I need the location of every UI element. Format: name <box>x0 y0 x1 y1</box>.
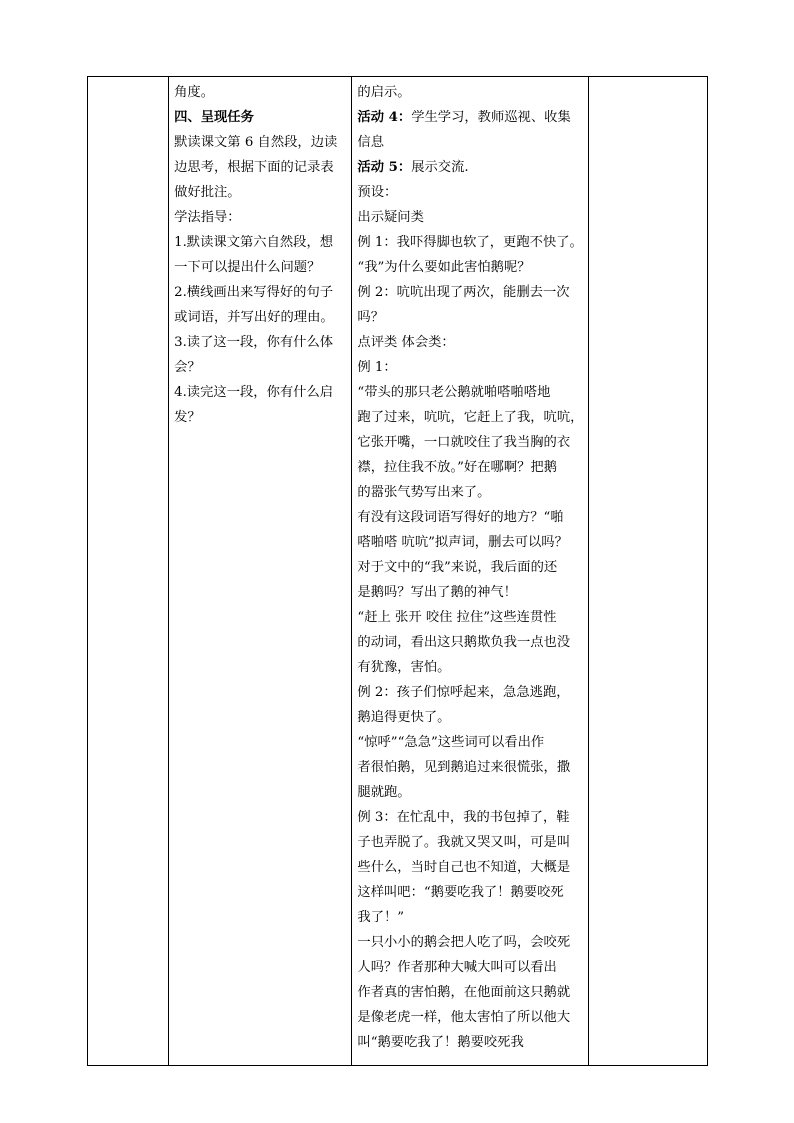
activity-line <box>357 1005 583 1030</box>
activity-line <box>357 705 583 730</box>
task-line: 边思考，根据下面的记录表 <box>174 160 334 175</box>
activity-line-text: 例 1： <box>357 360 397 375</box>
activity-line <box>357 755 583 780</box>
activity-line-text: 例 3：在忙乱中，我的书包掉了，鞋 <box>357 810 570 825</box>
notes-cell <box>588 77 707 1066</box>
task-line: 1.默读课文第六自然段，想 <box>174 235 334 250</box>
activity-line-text: “带头的那只老公鹅就啪嗒啪嗒地 <box>357 385 551 400</box>
activity-line <box>357 355 583 380</box>
activity-line-text: 有犹豫，害怕。 <box>357 660 451 675</box>
activity-line <box>357 130 583 155</box>
activity-line-text: 预设： <box>357 185 398 200</box>
activity-line <box>357 930 583 955</box>
activity-line-text: 对于文中的“我”来说，我后面的还 <box>357 560 558 575</box>
table-row <box>88 77 708 1066</box>
activity-line-text: 的动词，看出这只鹅欺负我一点也没 <box>357 635 571 650</box>
activity-line <box>357 180 583 205</box>
activity-line <box>357 630 583 655</box>
activity-line-text: 嗒啪嗒 吭吭”拟声词，删去可以吗？ <box>357 535 568 550</box>
activity-line-text: 者很怕鹅，见到鹅追过来很慌张，撒 <box>357 760 571 775</box>
activity-line <box>357 905 583 930</box>
activity-line-text: 点评类 体会类： <box>357 335 455 350</box>
activity-line-text: 这样叫吧：“鹅要吃我了！鹅要咬死 <box>357 885 564 900</box>
activity-line <box>357 805 583 830</box>
stage-cell <box>88 77 169 1066</box>
activity-line <box>357 780 583 805</box>
activity-cell <box>352 77 588 1066</box>
task-line: 四、呈现任务 <box>174 110 254 125</box>
activity-line <box>357 80 583 105</box>
activity-line-text: 例 2：吭吭出现了两次，能删去一次 <box>357 285 570 300</box>
activity-line <box>357 230 583 255</box>
activity-line-text: 一只小小的鹅会把人吃了吗，会咬死 <box>357 935 571 950</box>
activity-line <box>357 655 583 680</box>
activity-line-text: 是鹅吗？写出了鹅的神气！ <box>357 585 517 600</box>
activity-line-text: 腿就跑。 <box>357 785 411 800</box>
task-line: 角度。 <box>174 85 215 100</box>
activity-line <box>357 505 583 530</box>
activity-line <box>357 580 583 605</box>
activity-line <box>357 880 583 905</box>
task-line: 默读课文第 6 自然段，边读 <box>174 135 338 150</box>
activity-label: 活动 4： <box>357 110 412 125</box>
activity-line-text: 跑了过来，吭吭，它赶上了我，吭吭， <box>357 410 584 425</box>
activity-line-text: 鹅追得更快了。 <box>357 710 451 725</box>
activity-line <box>357 555 583 580</box>
activity-line-text: 学生学习，教师巡视、收集 <box>411 110 571 125</box>
activity-line-text: 有没有这段词语写得好的地方？“啪 <box>357 510 564 525</box>
activity-label: 活动 5： <box>357 160 412 175</box>
activity-line-text: 出示疑问类 <box>357 210 424 225</box>
task-line: 2.横线画出来写得好的句子 <box>174 285 334 300</box>
activity-line-text: 是像老虎一样，他太害怕了所以他大 <box>357 1010 571 1025</box>
activity-line <box>357 155 583 180</box>
activity-line <box>357 730 583 755</box>
activity-line-text: 些什么，当时自己也不知道，大概是 <box>357 860 571 875</box>
task-line: 会？ <box>174 360 201 375</box>
activity-text-block <box>352 77 587 1055</box>
task-line: 发？ <box>174 410 201 425</box>
activity-line <box>357 455 583 480</box>
activity-line-text: 例 2：孩子们惊呼起来，急急逃跑， <box>357 685 570 700</box>
activity-line <box>357 480 583 505</box>
activity-line <box>357 205 583 230</box>
task-line: 学法指导： <box>174 210 241 225</box>
activity-line-text: 的启示。 <box>357 85 411 100</box>
task-cell <box>169 77 352 1066</box>
activity-line-text: 它张开嘴，一口就咬住了我当胸的衣 <box>357 435 571 450</box>
activity-line-text: 叫“鹅要吃我了！鹅要咬死我 <box>357 1035 524 1050</box>
activity-line <box>357 405 583 430</box>
activity-line-text: 人吗？作者那种大喊大叫可以看出 <box>357 960 557 975</box>
activity-line-text: 吗？ <box>357 310 384 325</box>
activity-line-text: 作者真的害怕鹅，在他面前这只鹅就 <box>357 985 571 1000</box>
activity-line-text: 信息 <box>357 135 384 150</box>
activity-line <box>357 430 583 455</box>
activity-line-text: 展示交流. <box>411 160 469 175</box>
activity-line <box>357 380 583 405</box>
lesson-plan-table <box>87 76 708 1066</box>
activity-line <box>357 530 583 555</box>
activity-line-text: 例 1：我吓得脚也软了，更跑不快了。 <box>357 235 583 250</box>
task-line: 一下可以提出什么问题？ <box>174 260 321 275</box>
activity-line <box>357 105 583 130</box>
activity-line-text: 我了！” <box>357 910 405 925</box>
activity-line-text: “惊呼”“急急”这些词可以看出作 <box>357 735 545 750</box>
activity-line-text: 子也弄脱了。我就又哭又叫，可是叫 <box>357 835 571 850</box>
task-line: 4.读完这一段，你有什么启 <box>174 385 334 400</box>
activity-line <box>357 830 583 855</box>
activity-line-text: “我”为什么要如此害怕鹅呢？ <box>357 260 531 275</box>
activity-line-text: “赶上 张开 咬住 拉住”这些连贯性 <box>357 610 557 625</box>
activity-line <box>357 955 583 980</box>
activity-line <box>357 980 583 1005</box>
activity-line <box>357 1030 583 1055</box>
activity-line-text: 襟，拉住我不放。”好在哪啊？把鹅 <box>357 460 558 475</box>
activity-line-text: 的嚣张气势写出来了。 <box>357 485 491 500</box>
activity-line <box>357 305 583 330</box>
task-line: 做好批注。 <box>174 185 241 200</box>
activity-line <box>357 330 583 355</box>
activity-line <box>357 605 583 630</box>
task-line: 3.读了这一段，你有什么体 <box>174 335 334 350</box>
activity-line <box>357 255 583 280</box>
activity-line <box>357 680 583 705</box>
activity-line <box>357 280 583 305</box>
task-line: 或词语，并写出好的理由。 <box>174 310 334 325</box>
activity-line <box>357 855 583 880</box>
task-text-block <box>169 77 351 430</box>
